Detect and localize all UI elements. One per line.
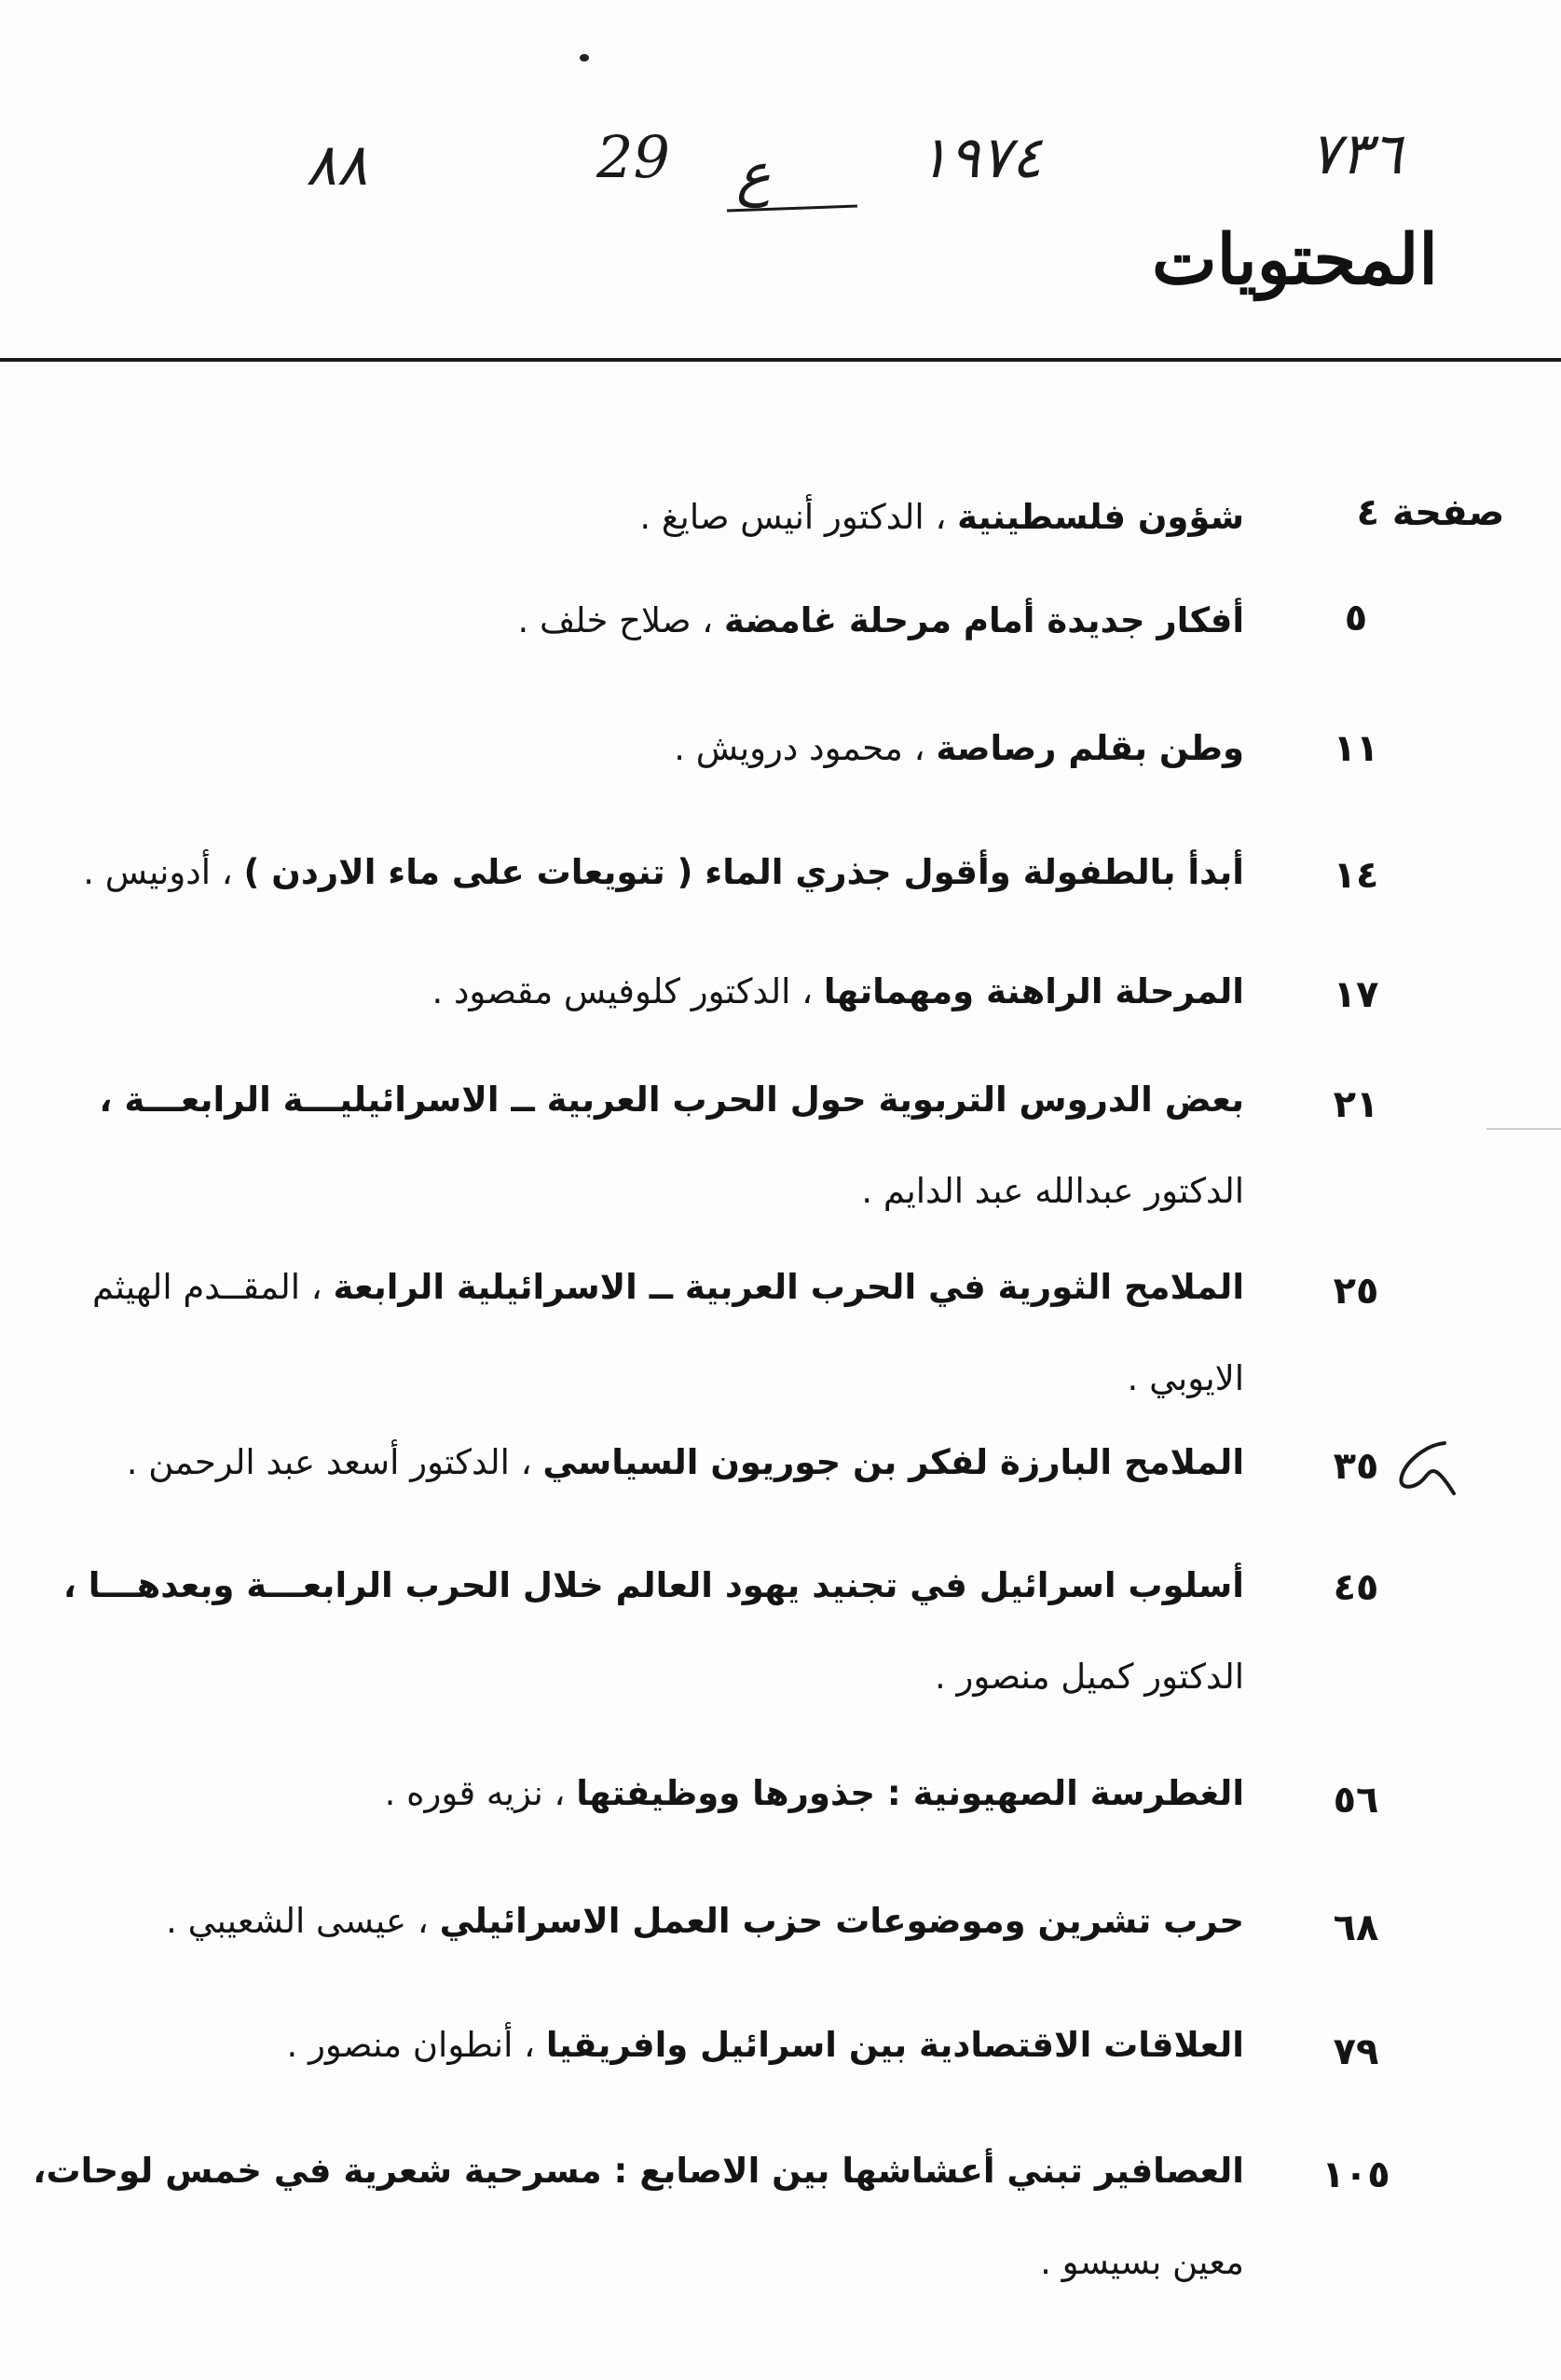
entry-page-number: ٤٥ [1333,1566,1379,1609]
toc-entry [14,1748,1244,1839]
entry-author: الدكتور كميل منصور . [934,1657,1244,1697]
entry-title: أبدأ بالطفولة وأقول جذري الماء ( تنويعات على ماء الاردن ) [243,852,1244,892]
entry-author: ، الدكتور أنيس صايغ . [639,497,958,537]
handwritten-issue-number: ٧٣٦ [1309,119,1403,187]
entry-author: ، نزيه قوره . [384,1773,577,1813]
entry-page-number: ٢١ [1333,1083,1379,1126]
toc-entry [14,703,1244,794]
entry-author: ، أدونيس . [83,852,244,892]
handwritten-day: 29 [596,123,670,191]
entry-title: وطن بقلم رصاصة [936,728,1244,768]
entry-author: ، محمود درويش . [674,728,937,768]
entry-title: المرحلة الراهنة ومهماتها [823,971,1244,1011]
toc-entry [14,1540,1244,1723]
handwritten-check-icon [1389,1436,1463,1501]
entry-author-continued: الايوبي . [1127,1358,1244,1398]
entry-title: حرب تشرين وموضوعات حزب العمل الاسرائيلي [439,1901,1244,1941]
entry-title: العصافير تبني أعشاشها بين الاصابع : مسرحية شعرية في خمس لوحات، [33,2151,1244,2191]
entry-page-number: ١٤ [1333,854,1379,897]
entry-author: ، الدكتور كلوفيس مقصود . [431,971,824,1011]
entry-title: أسلوب اسرائيل في تجنيد يهود العالم خلال الحرب الرابعـــة وبعدهـــا ، [62,1565,1244,1605]
entry-title: الغطرسة الصهيونية : جذورها ووظيفتها [576,1773,1244,1813]
entry-page-number: ٦٨ [1333,1906,1379,1949]
entry-title: الملامح الثورية في الحرب العربية ــ الاسرائيلية الرابعة [333,1267,1244,1307]
toc-entry [14,1876,1244,1967]
toc-entry [14,1054,1244,1237]
toc-entry [14,2125,1244,2308]
entry-page-number: ٧٩ [1333,2030,1379,2073]
toc-entry [14,1417,1244,1508]
handwritten-code: ٨٨ [306,131,368,199]
entry-title: شؤون فلسطينية [957,497,1244,537]
handwritten-ain: ع [736,140,771,208]
entry-page-number: ١٠٥ [1321,2153,1390,2196]
entry-author: ، الدكتور أسعد عبد الرحمن . [126,1442,543,1482]
entry-title: العلاقات الاقتصادية بين اسرائيل وافريقيا [545,2025,1244,2065]
toc-entry [14,472,1244,563]
entry-author: ، أنطوان منصور . [286,2025,546,2065]
toc-entry [14,575,1244,667]
entry-title: الملامح البارزة لفكر بن جوريون السياسي [542,1442,1244,1482]
entry-page-number: ٥٦ [1333,1779,1379,1822]
toc-entry [14,2000,1244,2091]
entry-author: ، صلاح خلف . [517,600,724,640]
entry-page-number: ١١ [1333,727,1379,770]
entry-author: الدكتور عبدالله عبد الدايم . [861,1171,1244,1211]
toc-entry [14,827,1244,918]
entry-author: ، المقــدم الهيثم [92,1267,334,1307]
entry-page-number: ٣٥ [1333,1445,1379,1488]
entry-page-number: صفحة ٤ [1356,491,1505,534]
page-title: المحتويات [1151,220,1438,300]
entry-title: أفكار جديدة أمام مرحلة غامضة [724,600,1244,640]
toc-entry [14,946,1244,1038]
toc-entry [14,1242,1244,1424]
scan-smudge [1486,1128,1561,1130]
entry-page-number: ٢٥ [1333,1270,1379,1313]
handwritten-year: ١٩٧٤ [918,123,1043,191]
entry-author: ، عيسى الشعيبي . [166,1901,440,1941]
entry-author: معين بسيسو . [1040,2242,1244,2282]
header-rule [0,358,1561,362]
entry-page-number: ١٧ [1333,973,1379,1016]
entry-page-number: ٥ [1344,597,1368,640]
ink-speck [580,54,589,62]
entry-title: بعض الدروس التربوية حول الحرب العربية ــ الاسرائيليـــة الرابعـــة ، [99,1080,1244,1120]
